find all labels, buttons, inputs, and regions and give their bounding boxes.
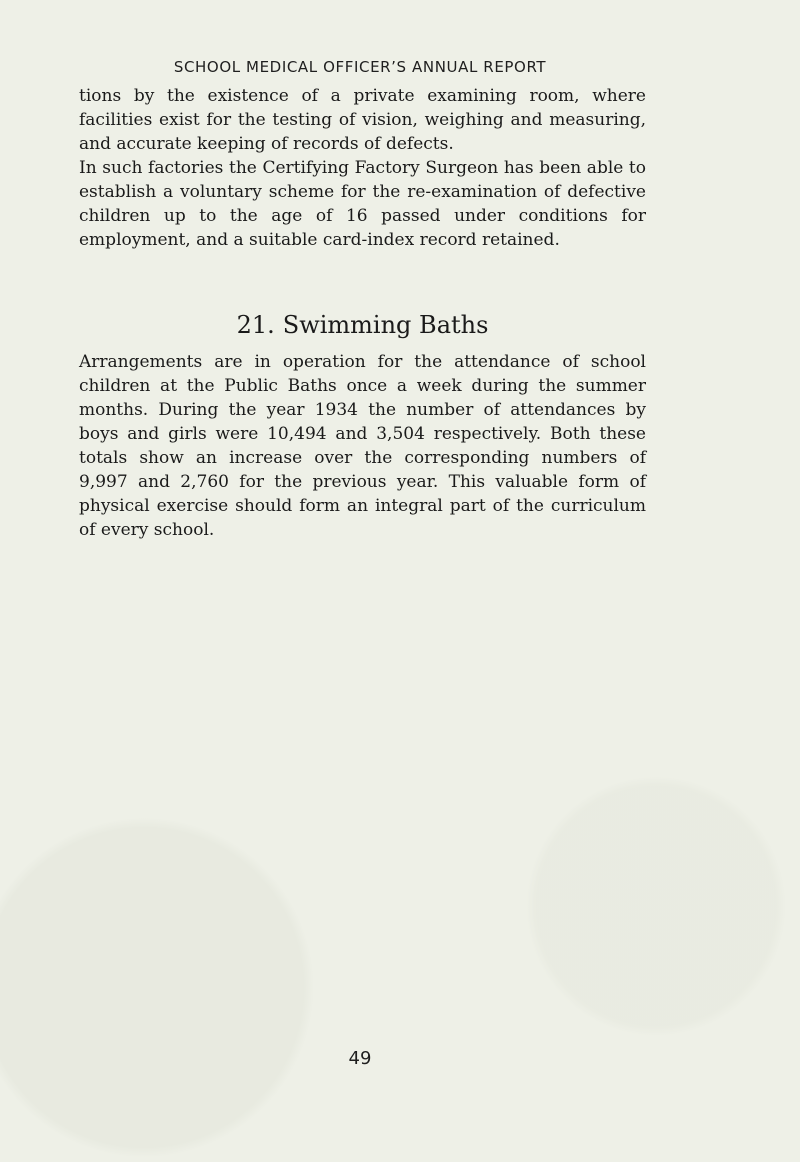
page-number: 49 — [348, 1048, 372, 1069]
section-paragraph: Arrangements are in operation for the attendance of school children at the Public Baths once a week during the summer months. During the year 1934 the number of attendances by boys and girls were 10,494 and 3,504 respectively. Both these totals show an increase over the corresponding numbers of 9,997 and 2,760 for the previous year. This valuable form of physical exercise should form an integral part of the curriculum of every school. — [79, 352, 646, 540]
running-header: SCHOOL MEDICAL OFFICER’S ANNUAL REPORT — [173, 58, 547, 76]
intro-paragraph-1: tions by the existence of a private examining room, where facilities exist for the testing of vision, weighing and measuring, and accurate keeping of records of defects. — [79, 86, 646, 154]
section-title: Swimming Baths — [282, 311, 489, 339]
section-number: 21. — [236, 311, 275, 339]
document-body — [79, 84, 646, 540]
section-heading — [79, 310, 646, 340]
intro-paragraph-2: In such factories the Certifying Factory Surgeon has been able to establish a voluntary scheme for the re-examination of defective children up to the age of 16 passed under conditions for employment, and a suitable card-index record retained. — [79, 158, 646, 250]
section-body — [79, 350, 646, 542]
